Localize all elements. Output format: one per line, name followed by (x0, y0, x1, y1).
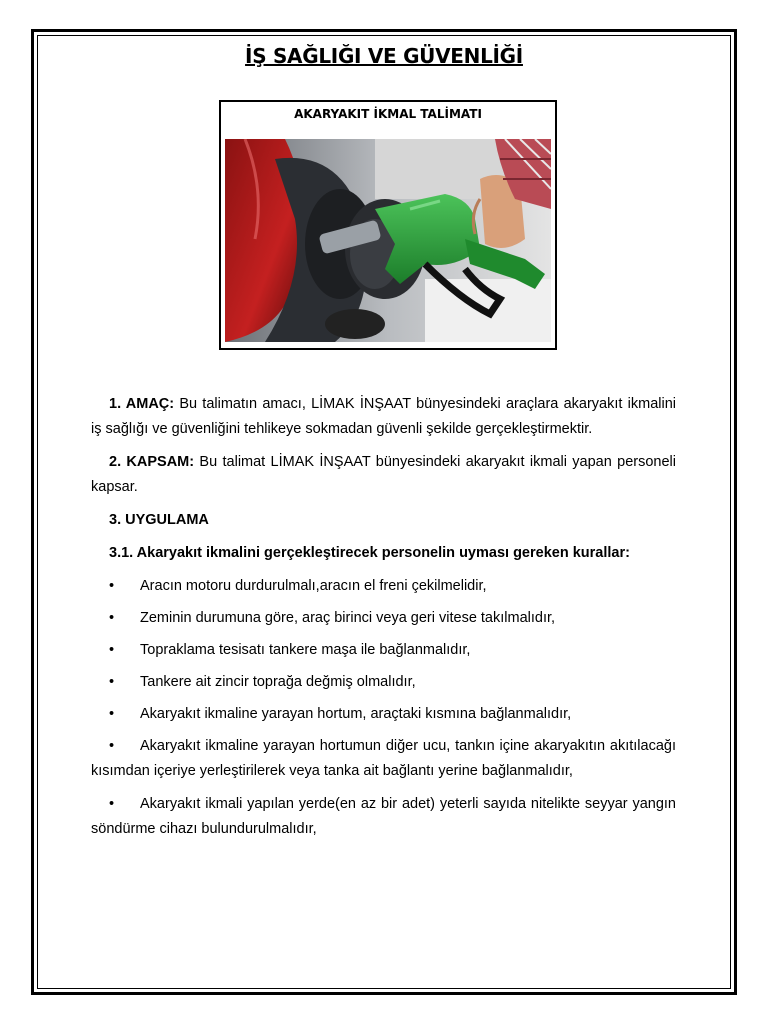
image-caption: AKARYAKIT İKMAL TALİMATI (294, 107, 482, 121)
bullet-icon: • (109, 578, 115, 594)
section-kapsam-label: 2. KAPSAM: (109, 454, 195, 470)
document-title: İŞ SAĞLIĞI VE GÜVENLİĞİ (245, 44, 523, 68)
section-uygulama-heading: 3. UYGULAMA (109, 512, 209, 528)
rule-item-text: Aracın motoru durdurulmalı,aracın el freni çekilmelidir, (140, 578, 487, 594)
rule-item (109, 606, 676, 631)
image-frame (219, 100, 557, 350)
rule-item (109, 702, 676, 727)
document-body (91, 392, 676, 850)
bullet-icon: • (109, 796, 115, 812)
rule-item-text: Akaryakıt ikmali yapılan yerde(en az bir adet) yeterli sayıda nitelikte seyyar yangın söndürme cihazı bulundurulmalıdır, (91, 796, 676, 837)
rule-item-text: Topraklama tesisatı tankere maşa ile bağlanmalıdır, (140, 642, 471, 658)
rules-heading: 3.1. Akaryakıt ikmalini gerçekleştirecek personelin uyması gereken kurallar: (109, 545, 630, 561)
section-kapsam (91, 450, 676, 500)
bullet-icon: • (109, 674, 115, 690)
fuel-nozzle-photo (225, 139, 551, 342)
bullet-icon: • (109, 642, 115, 658)
rule-item-text: Akaryakıt ikmaline yarayan hortum, araçtaki kısmına bağlanmalıdır, (140, 706, 572, 722)
section-kapsam-text: Bu talimat LİMAK İNŞAAT bünyesindeki akaryakıt ikmali yapan personeli kapsar. (91, 454, 676, 495)
rule-item (109, 670, 676, 695)
rule-item (109, 574, 676, 599)
bullet-icon: • (109, 738, 115, 754)
rule-item (109, 638, 676, 663)
rule-item-text: Zeminin durumuna göre, araç birinci veya geri vitese takılmalıdır, (140, 610, 556, 626)
bullet-icon: • (109, 610, 115, 626)
rule-item (91, 734, 676, 784)
section-amac (91, 392, 676, 442)
rule-item-text: Akaryakıt ikmaline yarayan hortumun diğer ucu, tankın içine akaryakıtın akıtılacağı kısımdan içeriye yerleştirilerek veya tanka ait bağlantı yerine bağlanmalıdır, (91, 738, 676, 779)
rule-item-text: Tankere ait zincir toprağa değmiş olmalıdır, (140, 674, 416, 690)
section-amac-text: Bu talimatın amacı, LİMAK İNŞAAT bünyesindeki araçlara akaryakıt ikmalini iş sağlığı ve güvenliğini tehlikeye sokmadan güvenli şekilde gerçekleştirmektir. (91, 396, 676, 437)
bullet-icon: • (109, 706, 115, 722)
section-amac-label: 1. AMAÇ: (109, 396, 175, 412)
rule-item (91, 792, 676, 842)
